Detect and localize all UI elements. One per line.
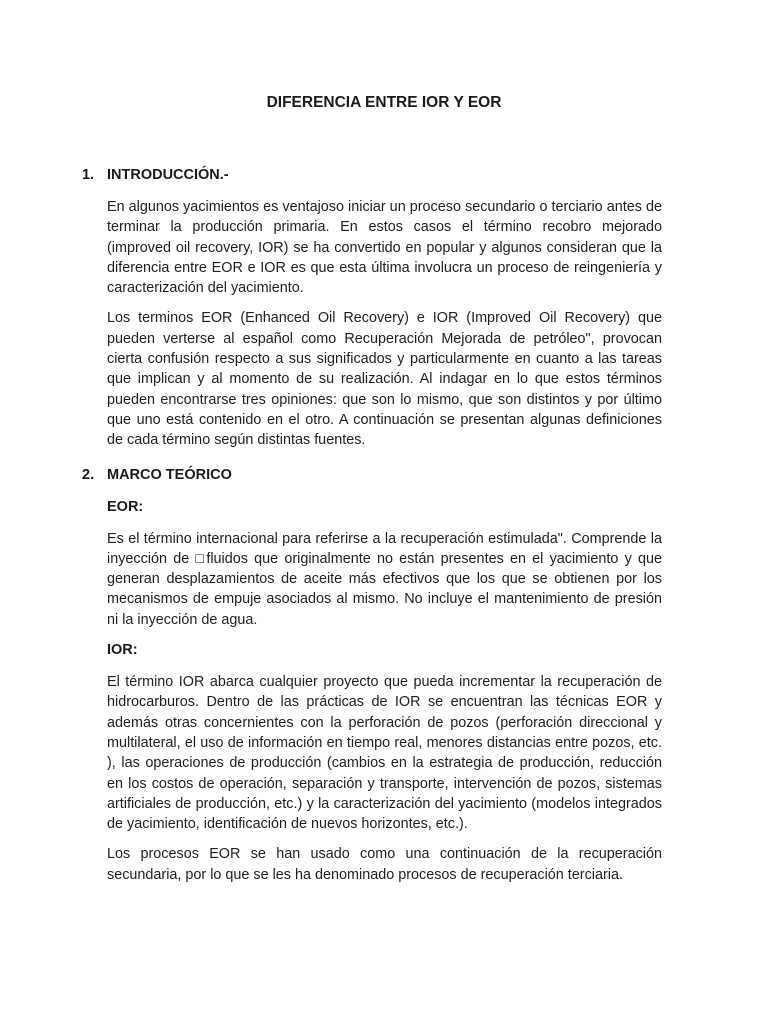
ior-subheading: IOR: (107, 642, 138, 659)
section-number: 2. (82, 466, 95, 483)
section-title: MARCO TEÓRICO (107, 466, 232, 483)
section-number: 1. (82, 167, 95, 183)
ior-paragraph-1: El término IOR abarca cualquier proyecto que pueda incrementar la recuperación de hidrocarburos. Dentro de las prácticas de IOR se encuentran las técnicas EOR y además otras concernientes con la perforación de pozos (perforación direccional y multilateral, el uso de información en tiempo real, menores distancias entre pozos, etc. ), las operaciones de producción (cambios en la estrategia de producción, reducción en los costos de operación, separación y transporte, intervención de pozos, sistemas artificiales de producción, etc.) y la caracterización del yacimiento (modelos integrados de yacimiento, identificación de nuevos horizontes, etc.). (107, 674, 662, 833)
section-heading-introduccion (82, 165, 662, 185)
document-title: DIFERENCIA ENTRE IOR Y EOR (266, 94, 502, 111)
section-heading-marco-teorico (82, 465, 662, 485)
eor-subheading: EOR: (107, 498, 144, 515)
ior-paragraph-2: Los procesos EOR se han usado como una continuación de la recuperación secundaria, por lo que se les ha denominado procesos de recuperación terciaria. (107, 846, 662, 883)
eor-paragraph: Es el término internacional para referirse a la recuperación estimulada". Comprende la inyección de □fluidos que originalmente no están presentes en el yacimiento y que generan desplazamientos de aceite más efectivos que los que se obtienen por los mecanismos de empuje asociados al mismo. No incluye el mantenimiento de presión ni la inyección de agua. (107, 530, 662, 628)
document-body (82, 165, 662, 895)
intro-paragraph-1: En algunos yacimientos es ventajoso iniciar un proceso secundario o terciario antes de terminar la producción primaria. En estos casos el término recobro mejorado (improved oil recovery, IOR) se ha convertido en popular y algunos consideran que la diferencia entre EOR e IOR es que esta última involucra un proceso de reingeniería y caracterización del yacimiento. (107, 199, 662, 297)
intro-paragraph-2: Los terminos EOR (Enhanced Oil Recovery) e IOR (Improved Oil Recovery) que pueden verterse al español como Recuperación Mejorada de petróleo", provocan cierta confusión respecto a sus significados y particularmente en cuanto a las tareas que implican y al momento de su realización. Al indagar en lo que estos términos pueden encontrarse tres opiniones: que son lo mismo, que son distintos y por último que uno está contenido en el otro. A continuación se presentan algunas definiciones de cada término según distintas fuentes. (107, 310, 662, 449)
section-title: INTRODUCCIÓN.- (107, 167, 229, 183)
